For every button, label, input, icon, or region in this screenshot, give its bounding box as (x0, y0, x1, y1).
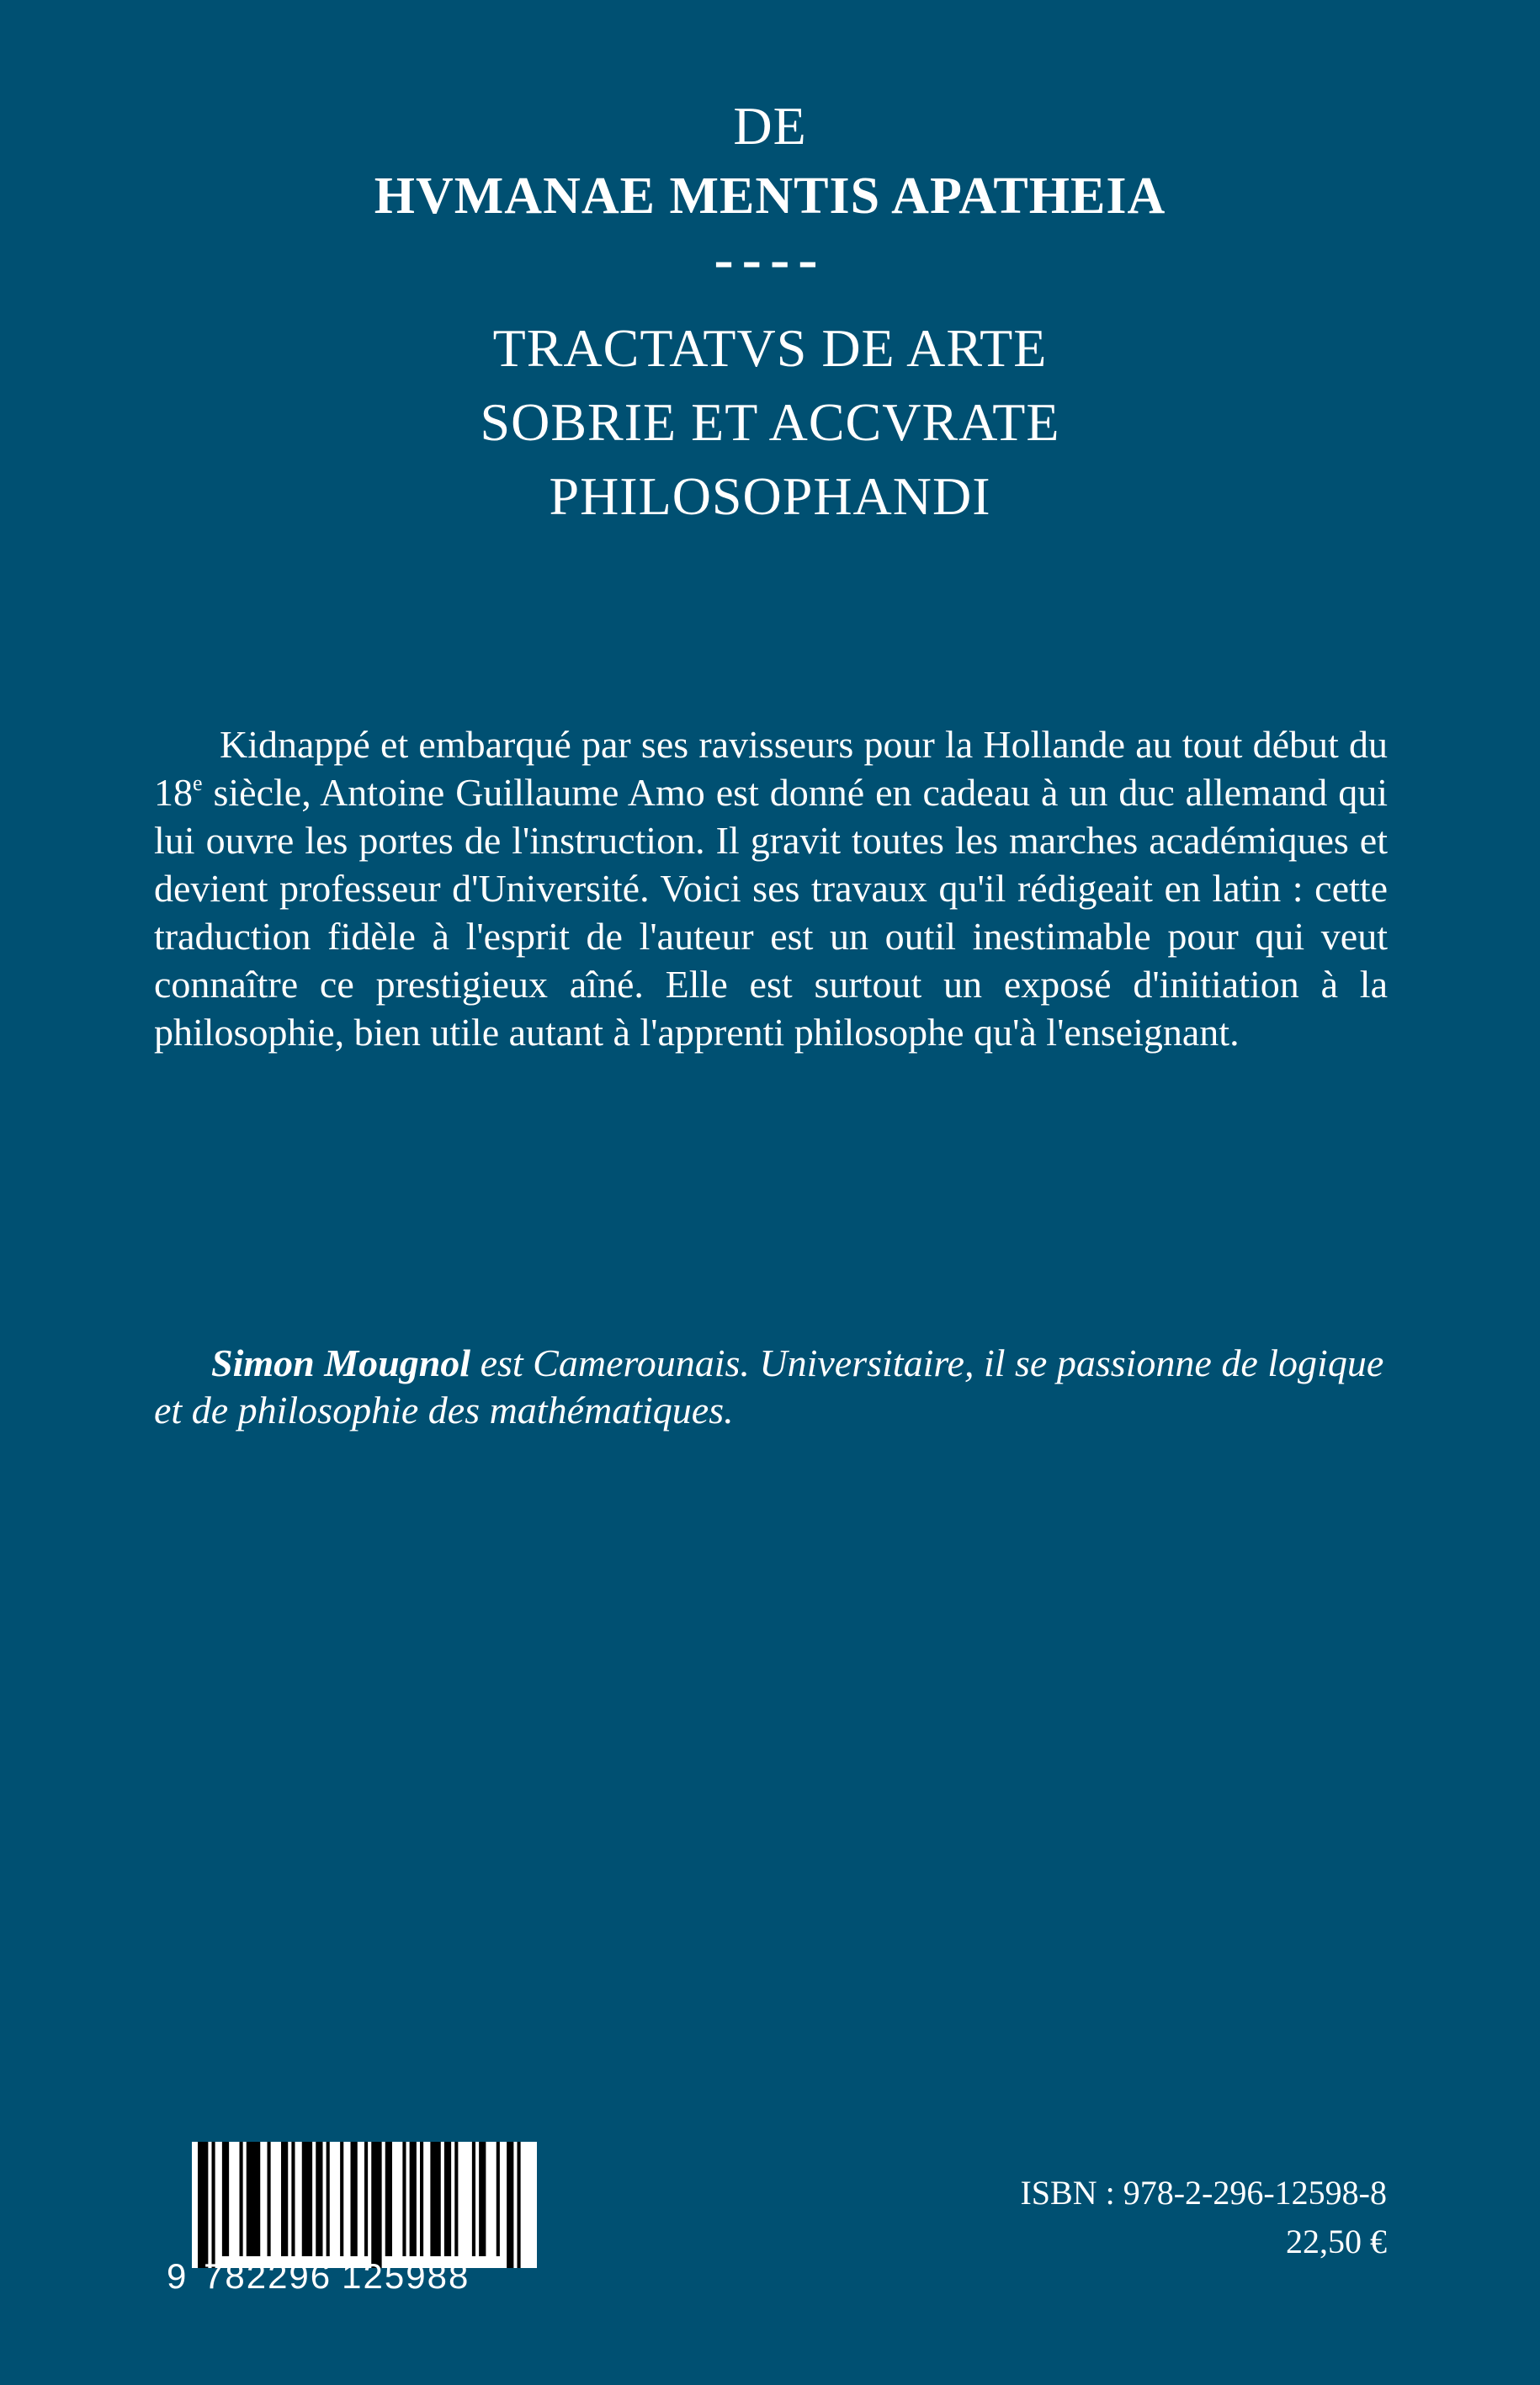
book-title: HVMANAE MENTIS APATHEIA (374, 167, 1166, 225)
barcode-bar (316, 2142, 322, 2256)
barcode-bars (192, 2142, 537, 2268)
century-superscript: e (193, 771, 203, 795)
barcode-bar (420, 2142, 423, 2256)
blurb-text-end: siècle, Antoine Guillaume Amo est donné en cadeau à un duc allemand qui lui ouvre les portes de l'instruction. Il gravit toutes les marches académiques et devient professeur d'Université. Voici ses travaux qu'il rédigeait en latin : cette traduction fidèle à l'esprit de l'auteur est un outil inestimable pour qui veut connaître ce prestigieux aîné. Elle est surtout un exposé d'initiation à la philosophie, bien utile autant à l'apprenti philosophe qu'à l'enseignant. (154, 771, 1388, 1054)
barcode-bar (497, 2142, 500, 2256)
barcode-bar (222, 2142, 229, 2256)
author-name: Simon Mougnol (211, 1341, 471, 1384)
barcode-first-digit: 9 (167, 2256, 187, 2296)
barcode-bar (472, 2142, 475, 2256)
author-note (154, 1340, 1388, 1434)
barcode-bar (402, 2142, 406, 2256)
barcode-bar (281, 2142, 288, 2256)
barcode-bar (518, 2142, 521, 2268)
barcode-bar (385, 2142, 392, 2256)
author-description: est Camerounais. Universitaire, il se passionne de logique et de philosophie des mathématiques. (154, 1341, 1384, 1432)
barcode-bar (291, 2142, 295, 2256)
subtitle (0, 311, 1540, 534)
barcode-bar (430, 2142, 440, 2256)
barcode (167, 2142, 537, 2302)
barcode-bar (507, 2142, 513, 2268)
isbn-number: ISBN : 978-2-296-12598-8 (1020, 2174, 1387, 2212)
barcode-digits (167, 2256, 470, 2297)
subtitle-line: SOBRIE ET ACCVRATE (480, 392, 1060, 452)
barcode-bar (479, 2142, 486, 2256)
subtitle-line: PHILOSOPHANDI (549, 466, 991, 526)
title-block (0, 93, 1540, 534)
blurb-text-start: Kidnappé et embarqué par ses ravisseurs pour la Hollande au tout début du 18 (154, 723, 1388, 814)
barcode-bar (454, 2142, 458, 2256)
book-blurb (154, 720, 1388, 1056)
barcode-bar (444, 2142, 451, 2256)
barcode-bar (302, 2142, 312, 2256)
barcode-bar (371, 2142, 381, 2268)
barcode-bar (364, 2142, 368, 2256)
barcode-left-group: 782296 (204, 2256, 332, 2296)
barcode-right-group: 125988 (342, 2256, 470, 2296)
barcode-bar (247, 2142, 261, 2256)
title-prefix: DE (733, 96, 807, 156)
price: 22,50 € (1286, 2223, 1387, 2260)
subtitle-line: TRACTATVS DE ARTE (492, 318, 1048, 378)
barcode-bar (410, 2142, 417, 2256)
barcode-bar (268, 2142, 271, 2256)
barcode-bar (212, 2142, 215, 2268)
barcode-bar (198, 2142, 208, 2268)
barcode-bar (240, 2142, 243, 2256)
barcode-bar (340, 2142, 343, 2256)
barcode-bar (327, 2142, 330, 2256)
barcode-bar (351, 2142, 358, 2256)
title-separator: ---- (714, 227, 826, 292)
